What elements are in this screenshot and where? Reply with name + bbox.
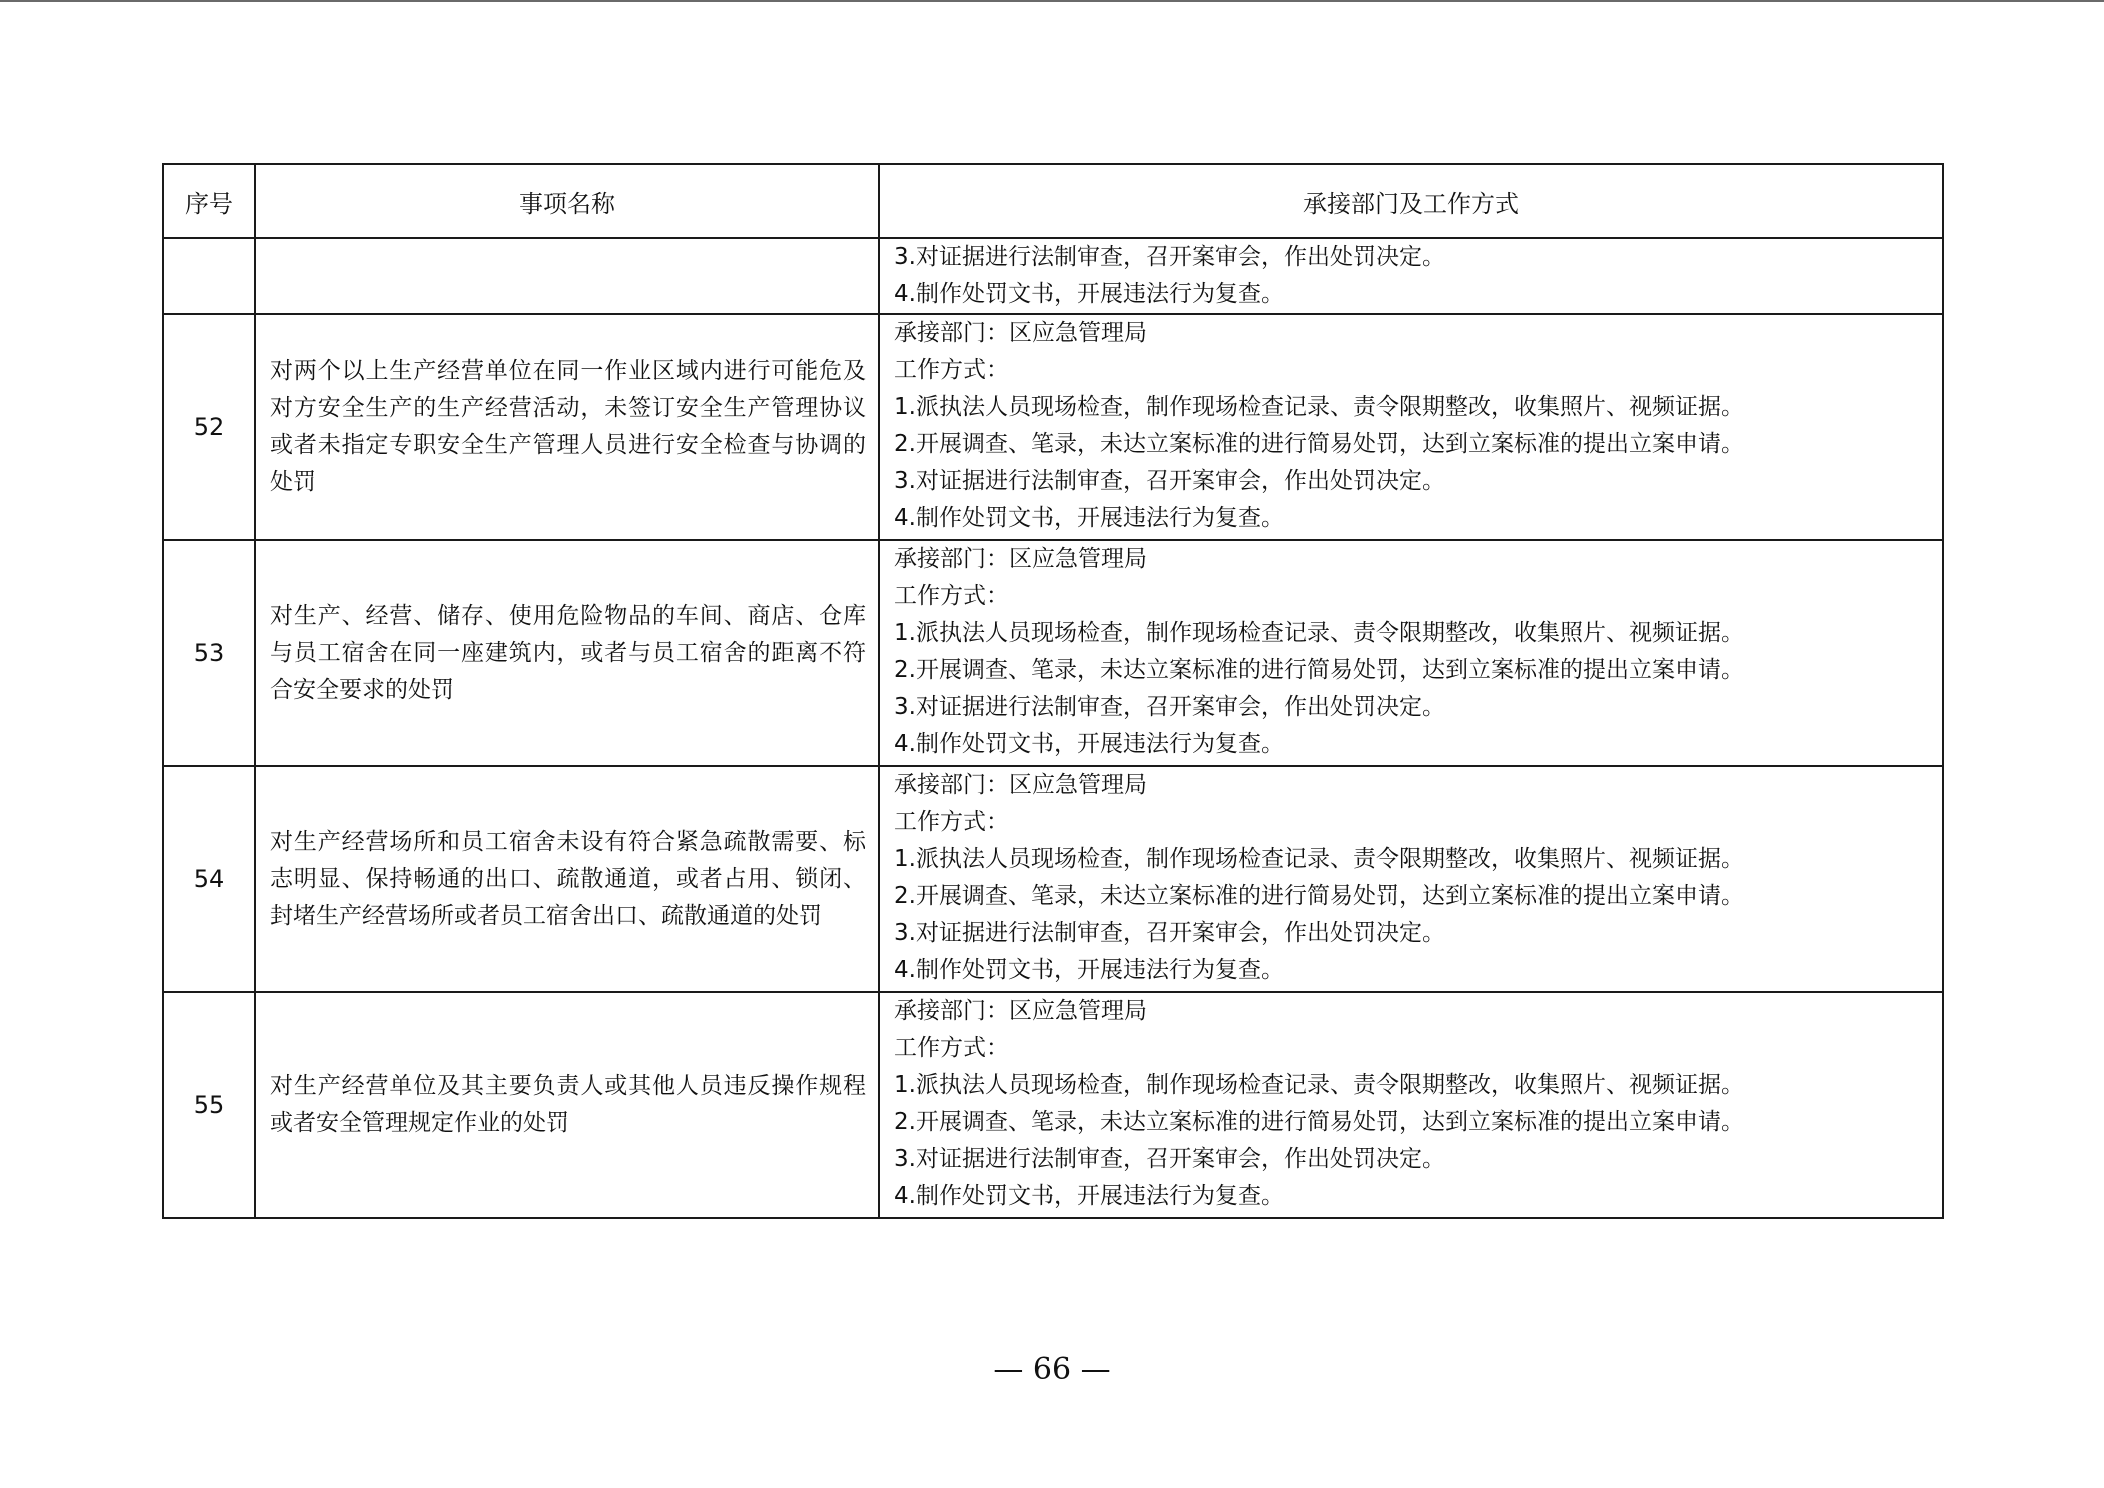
step-line: 4.制作处罚文书，开展违法行为复查。 [894,957,1284,983]
step-line: 3.对证据进行法制审查，召开案审会，作出处罚决定。 [894,1146,1445,1172]
top-border-line [0,0,2104,2]
row-item-name: 对生产、经营、储存、使用危险物品的车间、商店、仓库与员工宿舍在同一座建筑内，或者与员工宿舍的距离不符合安全要求的处罚 [255,540,879,766]
step-line: 1.派执法人员现场检查，制作现场检查记录、责令限期整改，收集照片、视频证据。 [894,846,1744,872]
page-number: — 66 — [993,1352,1111,1387]
step-line: 3.对证据进行法制审查，召开案审会，作出处罚决定。 [894,694,1445,720]
method-line: 工作方式： [894,1035,1009,1061]
row-number: 55 [163,992,255,1218]
step-line: 2.开展调查、笔录，未达立案标准的进行简易处罚，达到立案标准的提出立案申请。 [894,1109,1744,1135]
method-line: 工作方式： [894,809,1009,835]
method-line: 工作方式： [894,357,1009,383]
row-item-name: 对两个以上生产经营单位在同一作业区域内进行可能危及对方安全生产的生产经营活动，未签订安全生产管理协议或者未指定专职安全生产管理人员进行安全检查与协调的处罚 [255,314,879,540]
step-line: 1.派执法人员现场检查，制作现场检查记录、责令限期整改，收集照片、视频证据。 [894,1072,1744,1098]
table-header-row [163,164,1943,238]
step-line: 3.对证据进行法制审查，召开案审会，作出处罚决定。 [894,920,1445,946]
row-work-cell [879,766,1943,992]
row-work-cell [879,314,1943,540]
header-department-method: 承接部门及工作方式 [879,164,1943,238]
header-item-name: 事项名称 [255,164,879,238]
continuation-name-cell [255,238,879,314]
row-work-cell [879,540,1943,766]
method-line: 工作方式： [894,583,1009,609]
continuation-number-cell [163,238,255,314]
row-number: 53 [163,540,255,766]
row-number: 52 [163,314,255,540]
step-line: 3.对证据进行法制审查，召开案审会，作出处罚决定。 [894,468,1445,494]
document-table [162,163,1944,1219]
department-line: 承接部门：区应急管理局 [894,772,1147,798]
row-item-name: 对生产经营场所和员工宿舍未设有符合紧急疏散需要、标志明显、保持畅通的出口、疏散通道，或者占用、锁闭、封堵生产经营场所或者员工宿舍出口、疏散通道的处罚 [255,766,879,992]
row-item-name: 对生产经营单位及其主要负责人或其他人员违反操作规程或者安全管理规定作业的处罚 [255,992,879,1218]
table-row [163,540,1943,766]
table-row [163,314,1943,540]
step-line: 2.开展调查、笔录，未达立案标准的进行简易处罚，达到立案标准的提出立案申请。 [894,657,1744,683]
header-number: 序号 [163,164,255,238]
department-line: 承接部门：区应急管理局 [894,998,1147,1024]
step-line: 4.制作处罚文书，开展违法行为复查。 [894,505,1284,531]
step-line: 3.对证据进行法制审查，召开案审会，作出处罚决定。 [894,244,1445,270]
step-line: 2.开展调查、笔录，未达立案标准的进行简易处罚，达到立案标准的提出立案申请。 [894,883,1744,909]
step-line: 1.派执法人员现场检查，制作现场检查记录、责令限期整改，收集照片、视频证据。 [894,620,1744,646]
step-line: 4.制作处罚文书，开展违法行为复查。 [894,281,1284,307]
row-work-cell [879,992,1943,1218]
department-line: 承接部门：区应急管理局 [894,320,1147,346]
table-row [163,992,1943,1218]
table-row [163,766,1943,992]
table-row-continuation [163,238,1943,314]
department-line: 承接部门：区应急管理局 [894,546,1147,572]
continuation-work-cell [879,238,1943,314]
step-line: 2.开展调查、笔录，未达立案标准的进行简易处罚，达到立案标准的提出立案申请。 [894,431,1744,457]
step-line: 4.制作处罚文书，开展违法行为复查。 [894,1183,1284,1209]
step-line: 4.制作处罚文书，开展违法行为复查。 [894,731,1284,757]
row-number: 54 [163,766,255,992]
step-line: 1.派执法人员现场检查，制作现场检查记录、责令限期整改，收集照片、视频证据。 [894,394,1744,420]
